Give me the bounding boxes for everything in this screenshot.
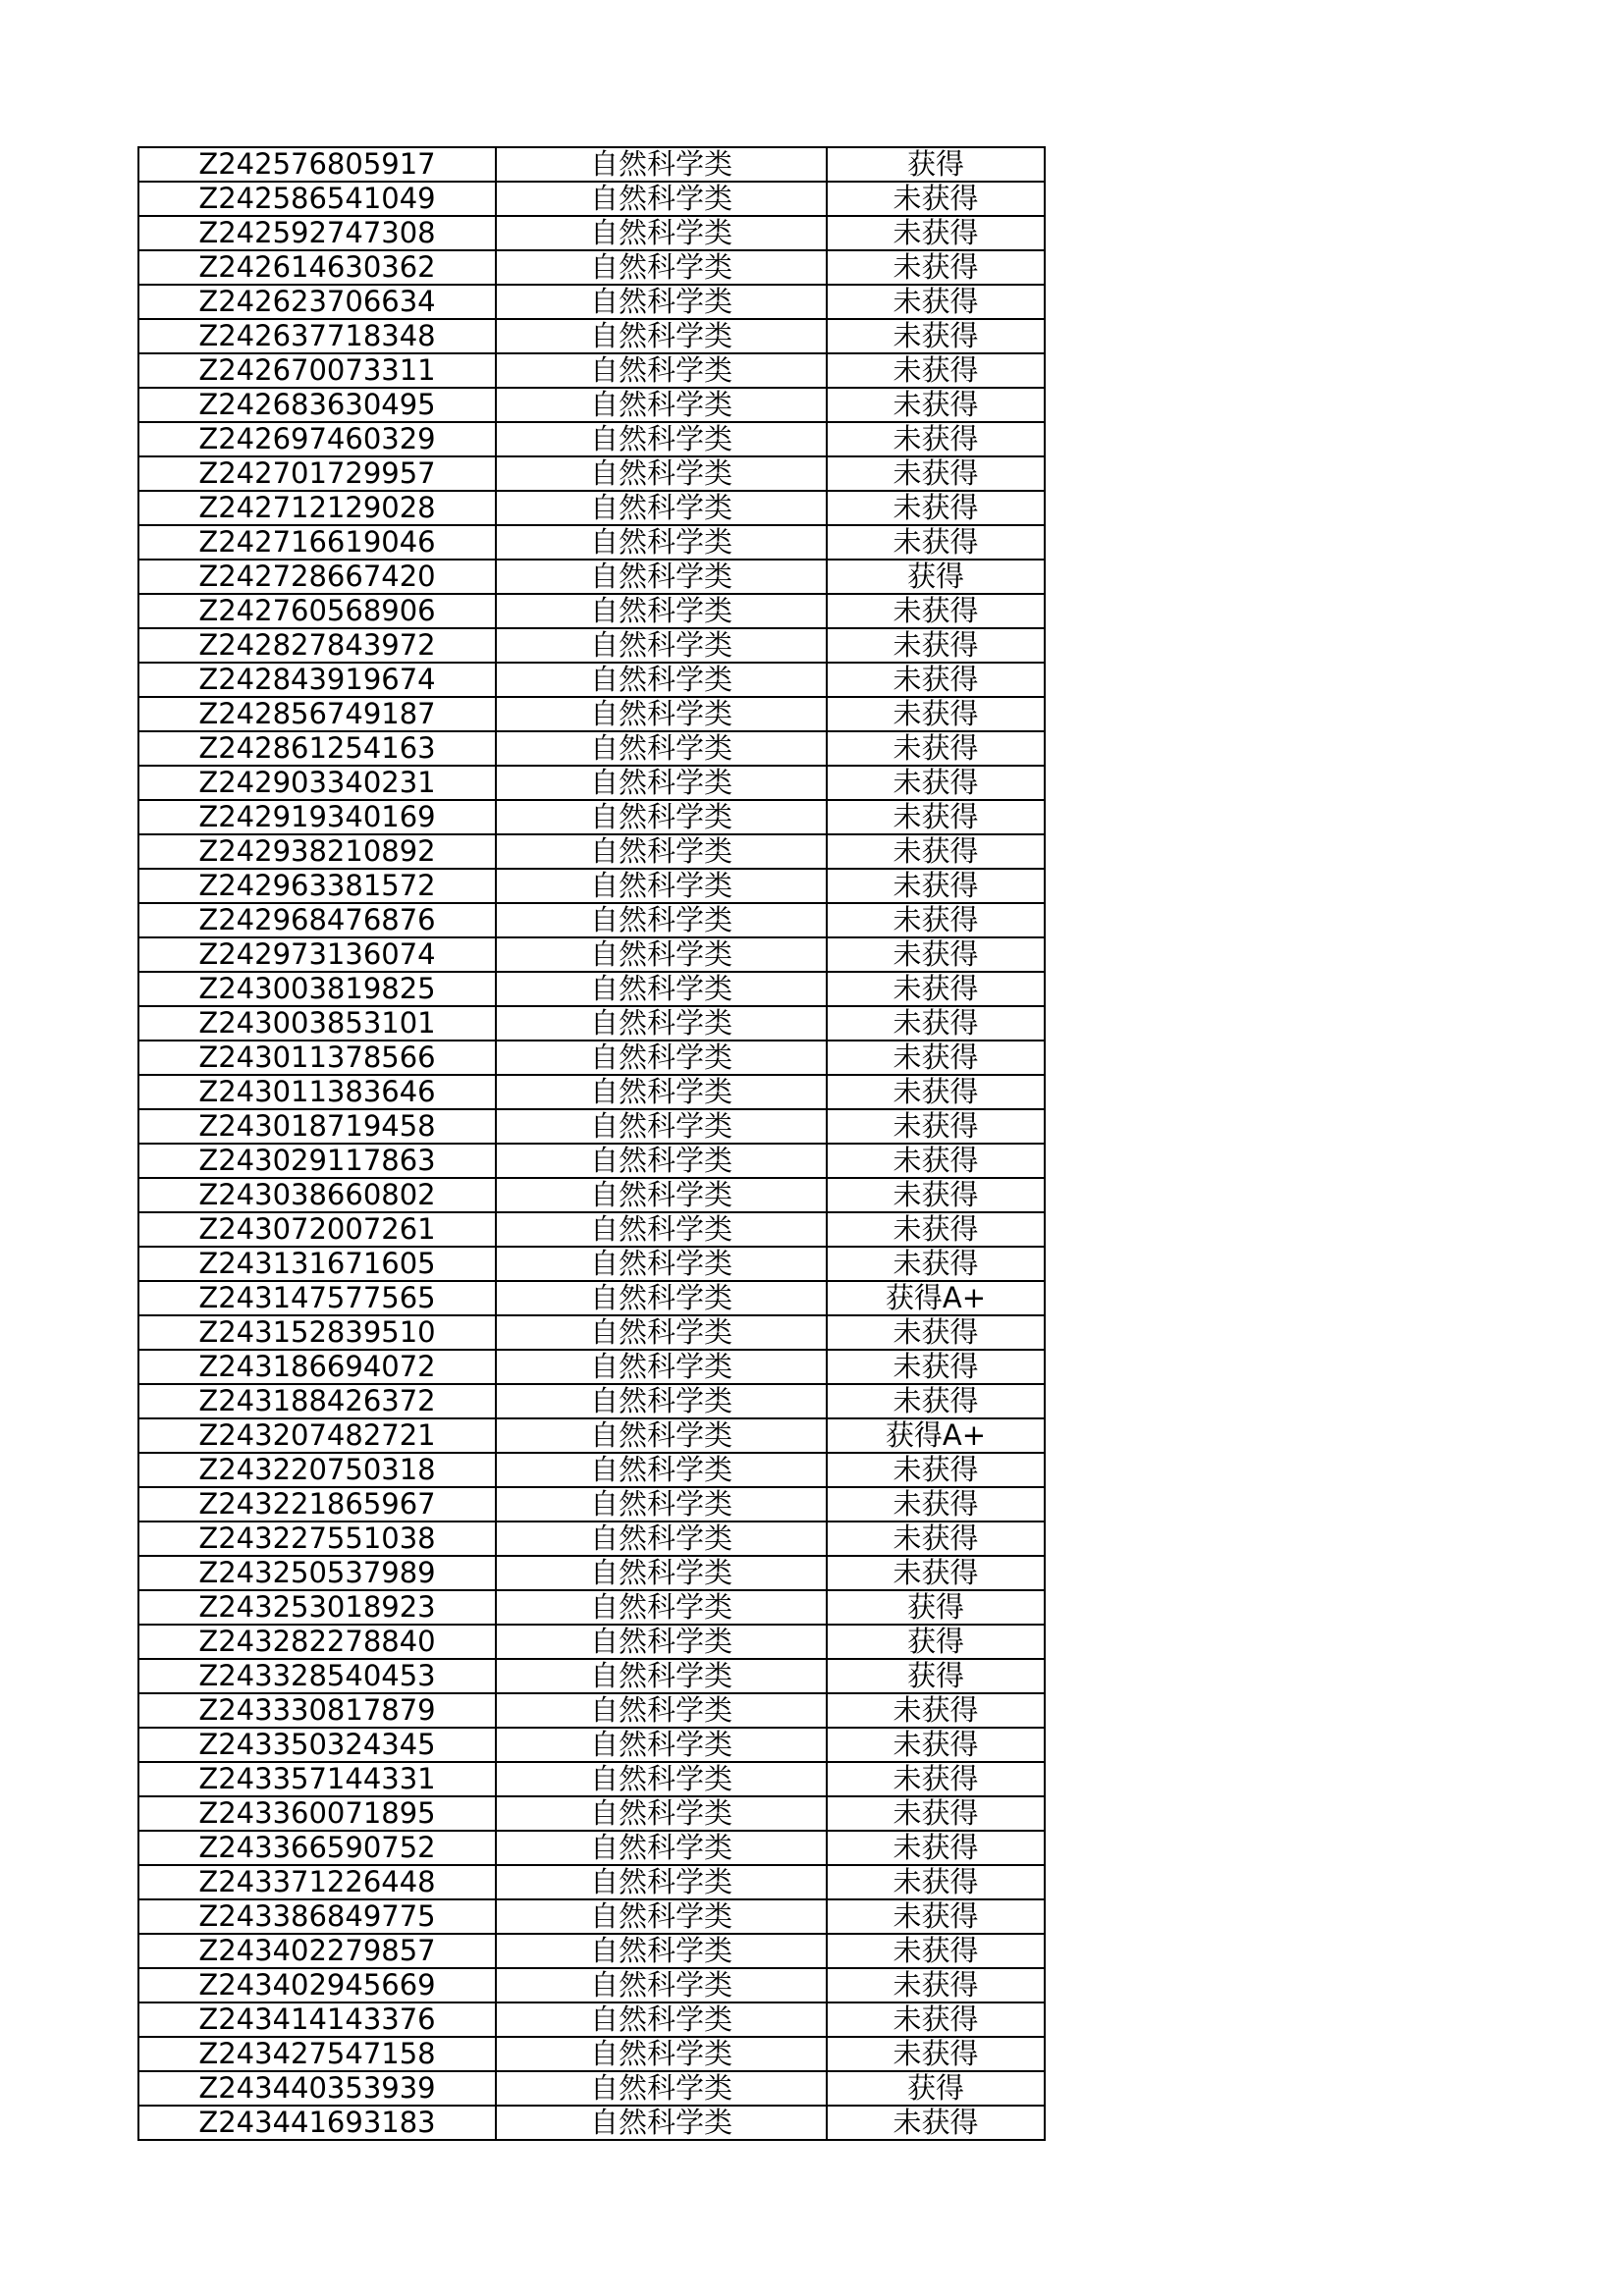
table-row: [138, 972, 1045, 1006]
category-cell: 自然科学类: [496, 1625, 827, 1659]
category-cell: 自然科学类: [496, 1556, 827, 1590]
status-cell: 获得: [827, 1659, 1045, 1693]
status-cell: 未获得: [827, 1384, 1045, 1418]
category-cell: 自然科学类: [496, 319, 827, 353]
applicant-id-cell: Z243003853101: [138, 1006, 496, 1041]
table-row: [138, 1384, 1045, 1418]
table-row: [138, 422, 1045, 456]
category-cell: 自然科学类: [496, 2037, 827, 2071]
applicant-id-cell: Z242827843972: [138, 628, 496, 663]
status-cell: 未获得: [827, 1178, 1045, 1212]
applicant-id-cell: Z243221865967: [138, 1487, 496, 1522]
status-cell: 未获得: [827, 422, 1045, 456]
table-row: [138, 697, 1045, 731]
category-cell: 自然科学类: [496, 1384, 827, 1418]
table-row: [138, 1522, 1045, 1556]
applicant-id-cell: Z242623706634: [138, 285, 496, 319]
table-row: [138, 1212, 1045, 1247]
status-cell: 未获得: [827, 1831, 1045, 1865]
applicant-id-cell: Z242963381572: [138, 869, 496, 903]
applicant-id-cell: Z243072007261: [138, 1212, 496, 1247]
applicant-id-cell: Z243427547158: [138, 2037, 496, 2071]
status-cell: 未获得: [827, 697, 1045, 731]
table-row: [138, 2106, 1045, 2140]
category-cell: 自然科学类: [496, 800, 827, 834]
category-cell: 自然科学类: [496, 456, 827, 491]
category-cell: 自然科学类: [496, 182, 827, 216]
table-row: [138, 1899, 1045, 1934]
status-cell: 未获得: [827, 1212, 1045, 1247]
table-row: [138, 1556, 1045, 1590]
status-cell: 未获得: [827, 2106, 1045, 2140]
category-cell: 自然科学类: [496, 1041, 827, 1075]
applicant-id-cell: Z243011378566: [138, 1041, 496, 1075]
category-cell: 自然科学类: [496, 1075, 827, 1109]
status-cell: 未获得: [827, 1487, 1045, 1522]
applicant-id-cell: Z243414143376: [138, 2002, 496, 2037]
status-cell: 未获得: [827, 1968, 1045, 2002]
status-cell: 未获得: [827, 903, 1045, 937]
status-cell: 未获得: [827, 1144, 1045, 1178]
category-cell: 自然科学类: [496, 972, 827, 1006]
table-row: [138, 1281, 1045, 1315]
category-cell: 自然科学类: [496, 766, 827, 800]
table-row: [138, 147, 1045, 182]
applicant-id-cell: Z243188426372: [138, 1384, 496, 1418]
applicant-id-cell: Z243371226448: [138, 1865, 496, 1899]
table-row: [138, 353, 1045, 388]
table-row: [138, 937, 1045, 972]
applicant-id-cell: Z243186694072: [138, 1350, 496, 1384]
category-cell: 自然科学类: [496, 147, 827, 182]
applicant-id-cell: Z242856749187: [138, 697, 496, 731]
category-cell: 自然科学类: [496, 1453, 827, 1487]
table-row: [138, 560, 1045, 594]
category-cell: 自然科学类: [496, 1418, 827, 1453]
status-cell: 未获得: [827, 834, 1045, 869]
status-cell: 获得: [827, 1590, 1045, 1625]
status-cell: 未获得: [827, 353, 1045, 388]
table-row: [138, 663, 1045, 697]
applicant-id-cell: Z243029117863: [138, 1144, 496, 1178]
results-table-body: [138, 147, 1045, 2140]
status-cell: 未获得: [827, 972, 1045, 1006]
category-cell: 自然科学类: [496, 1590, 827, 1625]
applicant-id-cell: Z242968476876: [138, 903, 496, 937]
category-cell: 自然科学类: [496, 216, 827, 250]
applicant-id-cell: Z242586541049: [138, 182, 496, 216]
status-cell: 未获得: [827, 182, 1045, 216]
applicant-id-cell: Z243328540453: [138, 1659, 496, 1693]
table-row: [138, 182, 1045, 216]
applicant-id-cell: Z243207482721: [138, 1418, 496, 1453]
category-cell: 自然科学类: [496, 2071, 827, 2106]
status-cell: 未获得: [827, 319, 1045, 353]
category-cell: 自然科学类: [496, 1281, 827, 1315]
status-cell: 获得: [827, 560, 1045, 594]
category-cell: 自然科学类: [496, 422, 827, 456]
category-cell: 自然科学类: [496, 1247, 827, 1281]
table-row: [138, 319, 1045, 353]
applicant-id-cell: Z242701729957: [138, 456, 496, 491]
category-cell: 自然科学类: [496, 353, 827, 388]
table-row: [138, 1453, 1045, 1487]
status-cell: 未获得: [827, 525, 1045, 560]
category-cell: 自然科学类: [496, 869, 827, 903]
applicant-id-cell: Z242614630362: [138, 250, 496, 285]
applicant-id-cell: Z243282278840: [138, 1625, 496, 1659]
applicant-id-cell: Z242592747308: [138, 216, 496, 250]
status-cell: 获得: [827, 1625, 1045, 1659]
table-row: [138, 1315, 1045, 1350]
category-cell: 自然科学类: [496, 1762, 827, 1796]
table-row: [138, 869, 1045, 903]
table-row: [138, 1693, 1045, 1728]
category-cell: 自然科学类: [496, 1487, 827, 1522]
category-cell: 自然科学类: [496, 594, 827, 628]
status-cell: 未获得: [827, 1865, 1045, 1899]
applicant-id-cell: Z242861254163: [138, 731, 496, 766]
category-cell: 自然科学类: [496, 1934, 827, 1968]
status-cell: 未获得: [827, 1693, 1045, 1728]
applicant-id-cell: Z243147577565: [138, 1281, 496, 1315]
category-cell: 自然科学类: [496, 1178, 827, 1212]
applicant-id-cell: Z242697460329: [138, 422, 496, 456]
status-cell: 未获得: [827, 1006, 1045, 1041]
table-row: [138, 1075, 1045, 1109]
status-cell: 未获得: [827, 388, 1045, 422]
category-cell: 自然科学类: [496, 1831, 827, 1865]
category-cell: 自然科学类: [496, 628, 827, 663]
category-cell: 自然科学类: [496, 1693, 827, 1728]
status-cell: 未获得: [827, 1762, 1045, 1796]
category-cell: 自然科学类: [496, 1522, 827, 1556]
status-cell: 未获得: [827, 800, 1045, 834]
table-row: [138, 1968, 1045, 2002]
applicant-id-cell: Z243250537989: [138, 1556, 496, 1590]
category-cell: 自然科学类: [496, 1865, 827, 1899]
status-cell: 未获得: [827, 869, 1045, 903]
applicant-id-cell: Z242903340231: [138, 766, 496, 800]
applicant-id-cell: Z243152839510: [138, 1315, 496, 1350]
applicant-id-cell: Z242973136074: [138, 937, 496, 972]
table-row: [138, 834, 1045, 869]
table-row: [138, 1865, 1045, 1899]
applicant-id-cell: Z243360071895: [138, 1796, 496, 1831]
category-cell: 自然科学类: [496, 1212, 827, 1247]
category-cell: 自然科学类: [496, 834, 827, 869]
category-cell: 自然科学类: [496, 663, 827, 697]
status-cell: 未获得: [827, 491, 1045, 525]
category-cell: 自然科学类: [496, 731, 827, 766]
table-row: [138, 1659, 1045, 1693]
status-cell: 未获得: [827, 628, 1045, 663]
category-cell: 自然科学类: [496, 560, 827, 594]
status-cell: 未获得: [827, 2037, 1045, 2071]
category-cell: 自然科学类: [496, 903, 827, 937]
status-cell: 获得: [827, 147, 1045, 182]
status-cell: 未获得: [827, 1041, 1045, 1075]
category-cell: 自然科学类: [496, 388, 827, 422]
table-row: [138, 388, 1045, 422]
table-row: [138, 250, 1045, 285]
applicant-id-cell: Z243220750318: [138, 1453, 496, 1487]
category-cell: 自然科学类: [496, 1350, 827, 1384]
applicant-id-cell: Z243402945669: [138, 1968, 496, 2002]
applicant-id-cell: Z243386849775: [138, 1899, 496, 1934]
category-cell: 自然科学类: [496, 1899, 827, 1934]
applicant-id-cell: Z243402279857: [138, 1934, 496, 1968]
table-row: [138, 2071, 1045, 2106]
applicant-id-cell: Z243357144331: [138, 1762, 496, 1796]
applicant-id-cell: Z243227551038: [138, 1522, 496, 1556]
status-cell: 获得: [827, 2071, 1045, 2106]
table-row: [138, 1109, 1045, 1144]
status-cell: 未获得: [827, 1522, 1045, 1556]
applicant-id-cell: Z242843919674: [138, 663, 496, 697]
table-row: [138, 2037, 1045, 2071]
category-cell: 自然科学类: [496, 1109, 827, 1144]
table-row: [138, 2002, 1045, 2037]
table-row: [138, 1350, 1045, 1384]
status-cell: 未获得: [827, 1075, 1045, 1109]
status-cell: 未获得: [827, 1556, 1045, 1590]
applicant-id-cell: Z243440353939: [138, 2071, 496, 2106]
applicant-id-cell: Z242938210892: [138, 834, 496, 869]
table-row: [138, 766, 1045, 800]
table-row: [138, 1006, 1045, 1041]
status-cell: 未获得: [827, 663, 1045, 697]
category-cell: 自然科学类: [496, 1315, 827, 1350]
status-cell: 未获得: [827, 937, 1045, 972]
status-cell: 未获得: [827, 594, 1045, 628]
category-cell: 自然科学类: [496, 697, 827, 731]
status-cell: 未获得: [827, 2002, 1045, 2037]
applicant-id-cell: Z242728667420: [138, 560, 496, 594]
category-cell: 自然科学类: [496, 2002, 827, 2037]
status-cell: 未获得: [827, 1315, 1045, 1350]
table-row: [138, 1418, 1045, 1453]
table-row: [138, 491, 1045, 525]
status-cell: 获得A+: [827, 1281, 1045, 1315]
applicant-id-cell: Z243038660802: [138, 1178, 496, 1212]
status-cell: 未获得: [827, 1247, 1045, 1281]
status-cell: 未获得: [827, 285, 1045, 319]
table-row: [138, 1178, 1045, 1212]
applicant-id-cell: Z242670073311: [138, 353, 496, 388]
applicant-id-cell: Z242716619046: [138, 525, 496, 560]
status-cell: 未获得: [827, 1899, 1045, 1934]
status-cell: 获得A+: [827, 1418, 1045, 1453]
category-cell: 自然科学类: [496, 1796, 827, 1831]
applicant-id-cell: Z243441693183: [138, 2106, 496, 2140]
applicant-id-cell: Z243350324345: [138, 1728, 496, 1762]
applicant-id-cell: Z243003819825: [138, 972, 496, 1006]
table-row: [138, 594, 1045, 628]
table-row: [138, 1590, 1045, 1625]
applicant-id-cell: Z242760568906: [138, 594, 496, 628]
status-cell: 未获得: [827, 766, 1045, 800]
category-cell: 自然科学类: [496, 1659, 827, 1693]
status-cell: 未获得: [827, 1109, 1045, 1144]
applicant-id-cell: Z243131671605: [138, 1247, 496, 1281]
table-row: [138, 1247, 1045, 1281]
applicant-id-cell: Z243011383646: [138, 1075, 496, 1109]
category-cell: 自然科学类: [496, 491, 827, 525]
applicant-id-cell: Z243253018923: [138, 1590, 496, 1625]
category-cell: 自然科学类: [496, 525, 827, 560]
status-cell: 未获得: [827, 250, 1045, 285]
status-cell: 未获得: [827, 216, 1045, 250]
table-row: [138, 1796, 1045, 1831]
category-cell: 自然科学类: [496, 1728, 827, 1762]
applicant-id-cell: Z242712129028: [138, 491, 496, 525]
status-cell: 未获得: [827, 456, 1045, 491]
table-row: [138, 731, 1045, 766]
table-row: [138, 1934, 1045, 1968]
table-row: [138, 216, 1045, 250]
category-cell: 自然科学类: [496, 1968, 827, 2002]
status-cell: 未获得: [827, 1350, 1045, 1384]
table-row: [138, 1728, 1045, 1762]
status-cell: 未获得: [827, 731, 1045, 766]
table-row: [138, 525, 1045, 560]
category-cell: 自然科学类: [496, 1144, 827, 1178]
status-cell: 未获得: [827, 1453, 1045, 1487]
table-row: [138, 285, 1045, 319]
applicant-id-cell: Z242919340169: [138, 800, 496, 834]
table-row: [138, 1831, 1045, 1865]
category-cell: 自然科学类: [496, 250, 827, 285]
table-row: [138, 1041, 1045, 1075]
table-row: [138, 456, 1045, 491]
status-cell: 未获得: [827, 1796, 1045, 1831]
category-cell: 自然科学类: [496, 937, 827, 972]
table-row: [138, 1762, 1045, 1796]
results-table: [137, 146, 1046, 2141]
table-row: [138, 1487, 1045, 1522]
applicant-id-cell: Z243018719458: [138, 1109, 496, 1144]
category-cell: 自然科学类: [496, 2106, 827, 2140]
category-cell: 自然科学类: [496, 285, 827, 319]
table-row: [138, 1144, 1045, 1178]
applicant-id-cell: Z242637718348: [138, 319, 496, 353]
table-row: [138, 628, 1045, 663]
status-cell: 未获得: [827, 1934, 1045, 1968]
applicant-id-cell: Z243330817879: [138, 1693, 496, 1728]
table-row: [138, 903, 1045, 937]
table-row: [138, 1625, 1045, 1659]
status-cell: 未获得: [827, 1728, 1045, 1762]
applicant-id-cell: Z242576805917: [138, 147, 496, 182]
category-cell: 自然科学类: [496, 1006, 827, 1041]
table-row: [138, 800, 1045, 834]
applicant-id-cell: Z243366590752: [138, 1831, 496, 1865]
applicant-id-cell: Z242683630495: [138, 388, 496, 422]
